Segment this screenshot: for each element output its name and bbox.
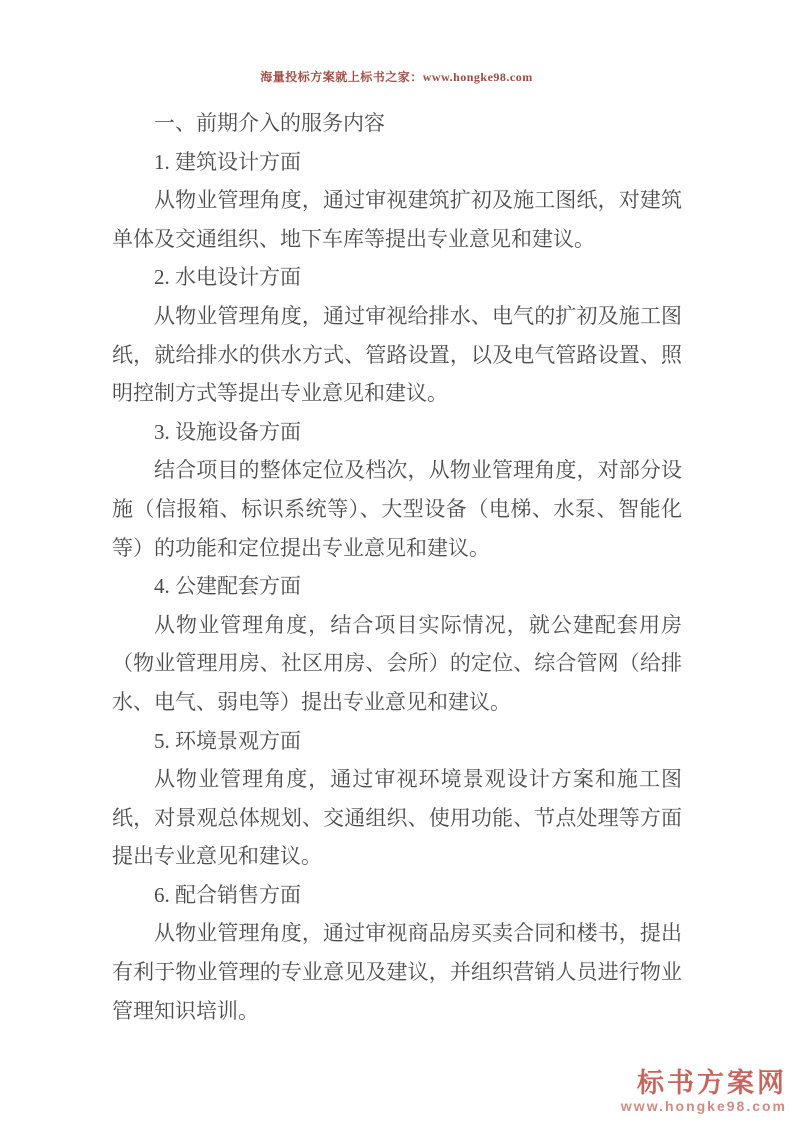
section-paragraph: 结合项目的整体定位及档次，从物业管理角度，对部分设施（信报箱、标识系统等）、大型设备（电梯、水泵、智能化等）的功能和定位提出专业意见和建议。 (112, 458, 682, 560)
document-content (112, 104, 682, 1030)
section-heading: 2. 水电设计方面 (154, 265, 301, 290)
section-heading: 5. 环境景观方面 (154, 728, 301, 753)
section-heading: 1. 建筑设计方面 (154, 149, 301, 174)
document-title: 一、前期介入的服务内容 (154, 111, 385, 135)
watermark-brand-text: 标书方案网 (637, 1067, 787, 1098)
section-heading: 3. 设施设备方面 (154, 419, 301, 444)
watermark-url-text: www.hongke98.com (620, 1098, 787, 1115)
section-heading: 6. 配合销售方面 (154, 882, 301, 907)
site-watermark (621, 1069, 787, 1114)
section-paragraph: 从物业管理角度，通过审视建筑扩初及施工图纸，对建筑单体及交通组织、地下车库等提出专业意见和建议。 (112, 188, 682, 251)
section-paragraph: 从物业管理角度，通过审视环境景观设计方案和施工图纸，对景观总体规划、交通组织、使用功能、节点处理等方面提出专业意见和建议。 (112, 767, 682, 869)
section-paragraph: 从物业管理角度，结合项目实际情况，就公建配套用房（物业管理用房、社区用房、会所）的定位、综合管网（给排水、电气、弱电等）提出专业意见和建议。 (112, 612, 682, 714)
section-paragraph: 从物业管理角度，通过审视给排水、电气的扩初及施工图纸，就给排水的供水方式、管路设置，以及电气管路设置、照明控制方式等提出专业意见和建议。 (112, 303, 682, 406)
section-heading: 4. 公建配套方面 (154, 574, 301, 599)
site-header-text: 海量投标方案就上标书之家：www.hongke98.com (260, 70, 533, 84)
section-paragraph: 从物业管理角度，通过审视商品房买卖合同和楼书，提出有利于物业管理的专业意见及建议，并组织营销人员进行物业管理知识培训。 (112, 921, 682, 1023)
